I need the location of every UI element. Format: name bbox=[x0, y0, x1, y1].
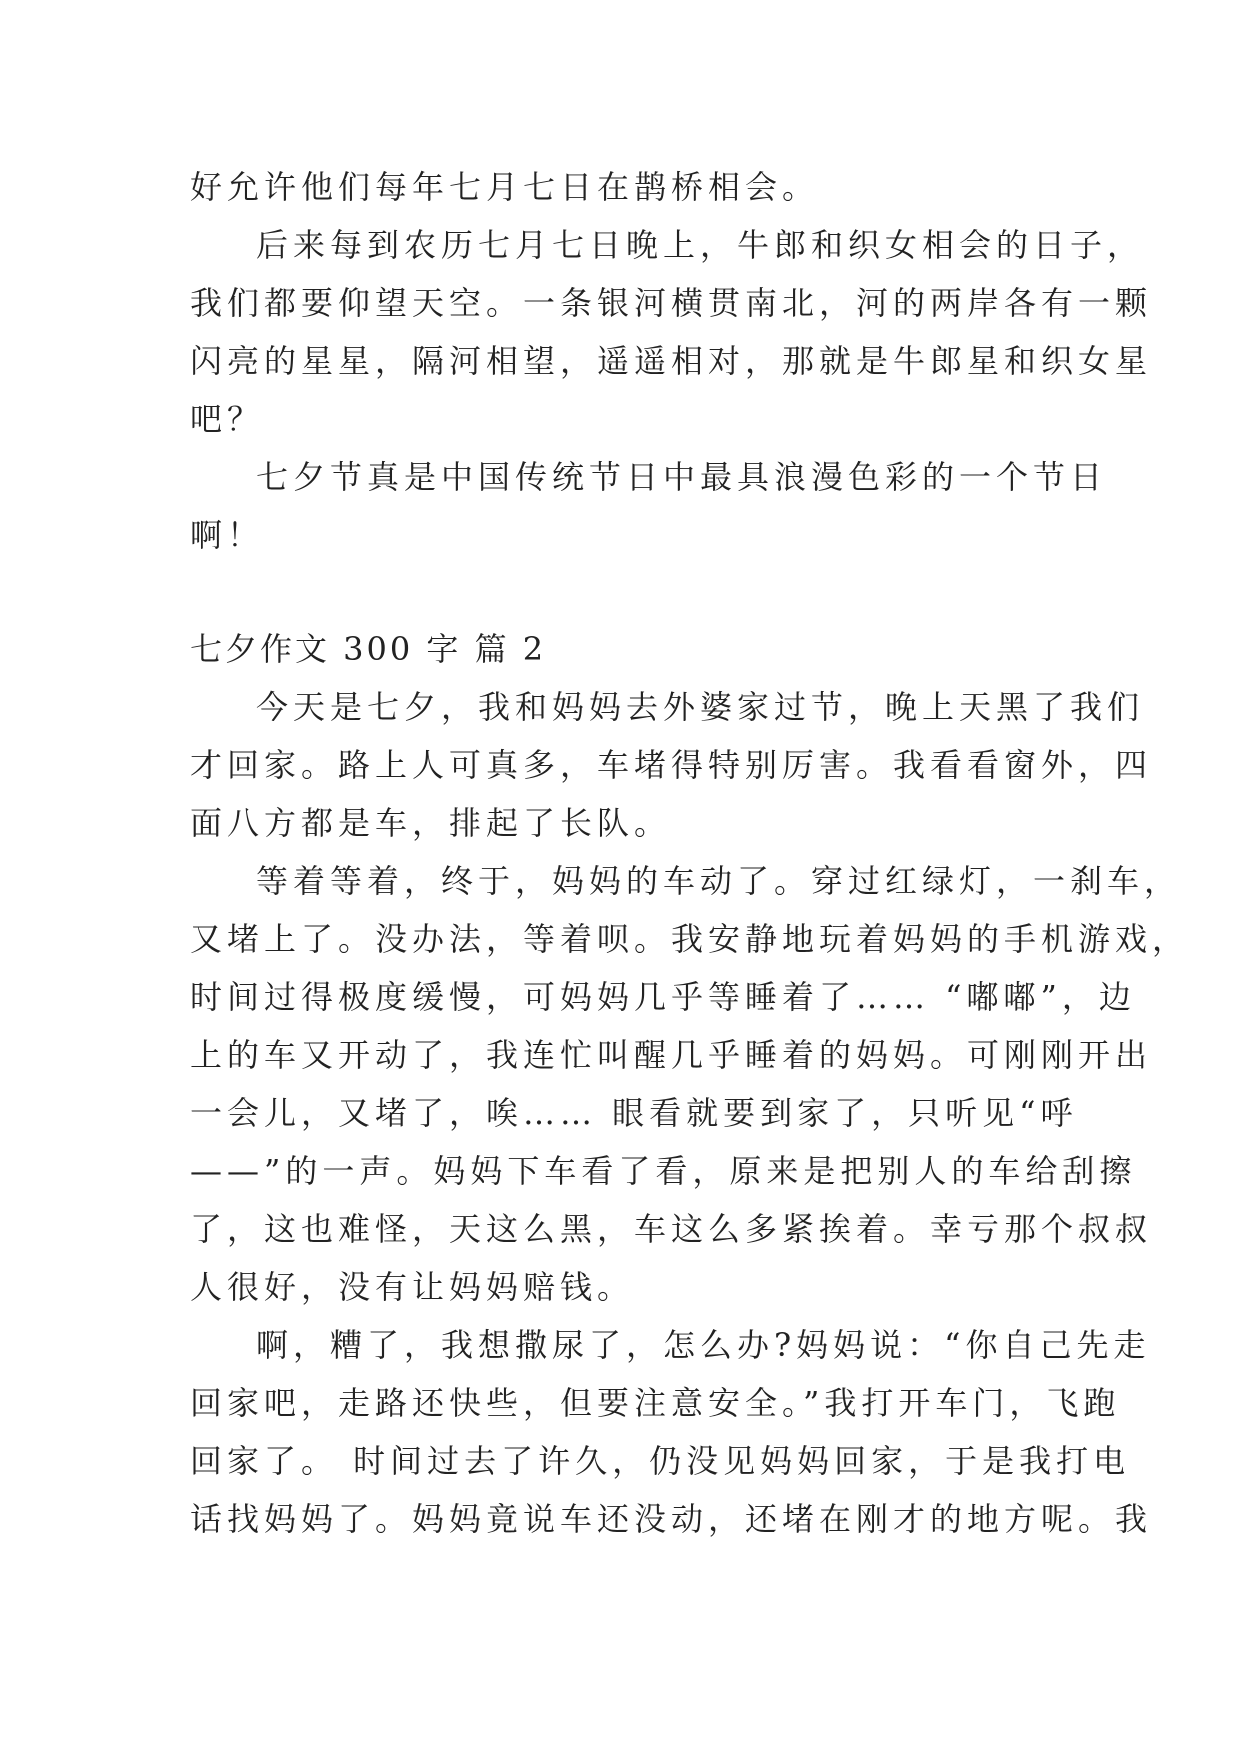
paragraph-start-line: 等着等着，终于，妈妈的车动了。穿过红绿灯，一刹车， bbox=[256, 862, 1182, 900]
text-line: 时间过得极度缓慢，可妈妈几乎等睡着了…… “嘟嘟”，边 bbox=[190, 978, 1136, 1016]
document-body bbox=[190, 158, 1190, 1548]
paragraph-start-line: 七夕节真是中国传统节日中最具浪漫色彩的一个节日 bbox=[256, 458, 1108, 496]
text-line: 又堵上了。没办法，等着呗。我安静地玩着妈妈的手机游戏， bbox=[190, 920, 1190, 958]
text-line: ——”的一声。妈妈下车看了看，原来是把别人的车给刮擦 bbox=[190, 1152, 1137, 1190]
paragraph-start-line: 啊，糟了，我想撒尿了，怎么办?妈妈说：“你自己先走 bbox=[256, 1326, 1151, 1364]
text-line: 回家吧，走路还快些，但要注意安全。”我打开车门，飞跑 bbox=[190, 1384, 1121, 1422]
text-line: 啊！ bbox=[190, 516, 265, 554]
text-line: 上的车又开动了，我连忙叫醒几乎睡着的妈妈。可刚刚开出 bbox=[190, 1036, 1153, 1074]
text-line: 好允许他们每年七月七日在鹊桥相会。 bbox=[190, 168, 820, 206]
text-line: 了，这也难怪，天这么黑，车这么多紧挨着。幸亏那个叔叔 bbox=[190, 1210, 1153, 1248]
text-line: 话找妈妈了。妈妈竟说车还没动，还堵在刚才的地方呢。我 bbox=[190, 1500, 1153, 1538]
section-heading: 七夕作文 300 字 篇 2 bbox=[190, 630, 547, 668]
text-line: 吧？ bbox=[190, 400, 265, 438]
text-line: 人很好，没有让妈妈赔钱。 bbox=[190, 1268, 635, 1306]
paragraph-start-line: 后来每到农历七月七日晚上，牛郎和织女相会的日子， bbox=[256, 226, 1145, 264]
text-line: 一会儿，又堵了，唉…… 眼看就要到家了，只听见“呼 bbox=[190, 1094, 1078, 1132]
text-line: 面八方都是车，排起了长队。 bbox=[190, 804, 672, 842]
text-line: 闪亮的星星，隔河相望，遥遥相对，那就是牛郎星和织女星 bbox=[190, 342, 1153, 380]
text-line: 回家了。 时间过去了许久，仍没见妈妈回家，于是我打电 bbox=[190, 1442, 1131, 1480]
text-line: 才回家。路上人可真多，车堵得特别厉害。我看看窗外，四 bbox=[190, 746, 1153, 784]
section-gap bbox=[190, 564, 1070, 620]
paragraph-start-line: 今天是七夕，我和妈妈去外婆家过节，晚上天黑了我们 bbox=[256, 688, 1145, 726]
text-line: 我们都要仰望天空。一条银河横贯南北，河的两岸各有一颗 bbox=[190, 284, 1153, 322]
